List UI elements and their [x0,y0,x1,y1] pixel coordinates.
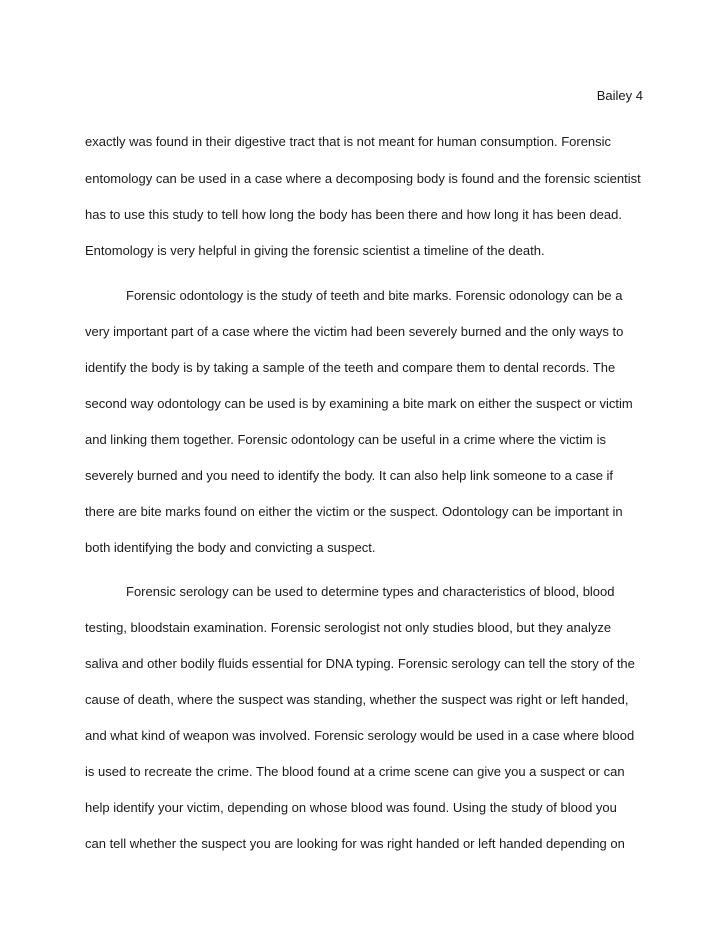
paragraph-line-18: is used to recreate the crime. The blood found at a crime scene can give you a suspect or can [85,764,625,779]
paragraph-line-13: Forensic serology can be used to determine types and characteristics of blood, blood [126,584,615,599]
paragraph-line-1: exactly was found in their digestive tract that is not meant for human consumption. Forensic [85,134,612,149]
paragraph-line-3: has to use this study to tell how long the body has been there and how long it has been dead. [85,207,622,222]
paragraph-line-8: second way odontology can be used is by examining a bite mark on either the suspect or victim [85,396,633,411]
paragraph-line-9: and linking them together. Forensic odontology can be useful in a crime where the victim is [85,432,606,447]
paragraph-line-6: very important part of a case where the victim had been severely burned and the only ways to [85,324,624,339]
paragraph-line-19: help identify your victim, depending on whose blood was found. Using the study of blood you [85,800,617,815]
paragraph-line-14: testing, bloodstain examination. Forensic serologist not only studies blood, but they analyze [85,620,612,635]
paragraph-line-16: cause of death, where the suspect was standing, whether the suspect was right or left handed, [85,692,629,707]
paragraph-line-2: entomology can be used in a case where a decomposing body is found and the forensic scientist [85,171,641,186]
paragraph-line-12: both identifying the body and convicting a suspect. [85,540,376,555]
page-header: Bailey 4 [596,88,643,103]
paragraph-line-17: and what kind of weapon was involved. Forensic serology would be used in a case where blood [85,728,635,743]
paragraph-line-5: Forensic odontology is the study of teeth and bite marks. Forensic odonology can be a [126,288,623,303]
paragraph-line-15: saliva and other bodily fluids essential for DNA typing. Forensic serology can tell the story of the [85,656,635,671]
paragraph-line-20: can tell whether the suspect you are looking for was right handed or left handed depending on [85,836,625,851]
paragraph-line-7: identify the body is by taking a sample of the teeth and compare them to dental records. The [85,360,616,375]
paragraph-line-4: Entomology is very helpful in giving the forensic scientist a timeline of the death. [85,243,545,258]
paragraph-line-10: severely burned and you need to identify the body. It can also help link someone to a case if [85,468,614,483]
paragraph-line-11: there are bite marks found on either the victim or the suspect. Odontology can be important in [85,504,623,519]
